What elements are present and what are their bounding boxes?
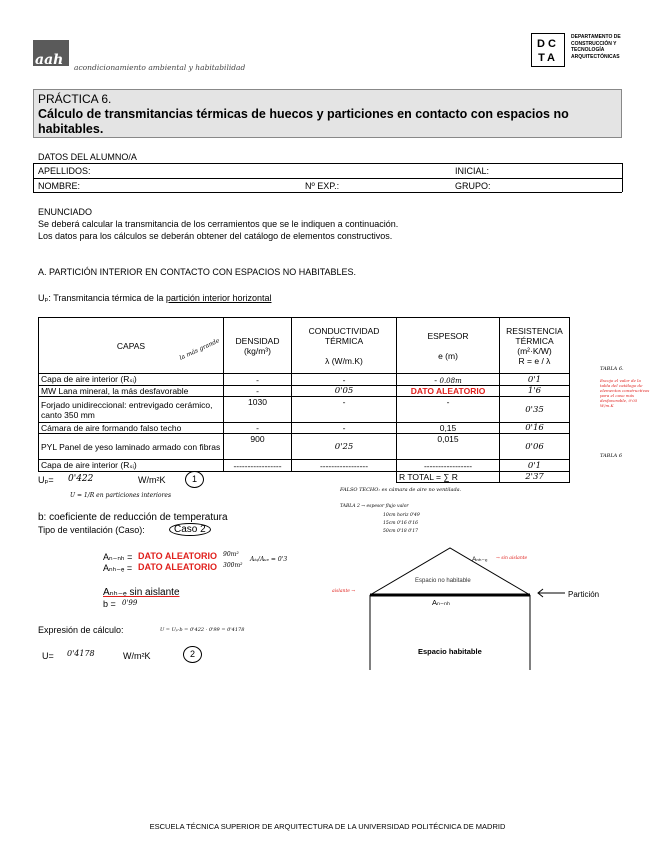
- table-row: [39, 374, 570, 386]
- header-conductividad: CONDUCTIVIDAD TÉRMICA λ (W/m.K): [292, 318, 397, 374]
- annotation-tabla-6: TABLA 6.: [600, 366, 624, 372]
- expresion-label: Expresión de cálculo:: [38, 625, 124, 635]
- up-result-value: 0'422: [68, 474, 94, 484]
- row-conductividad: -: [292, 397, 397, 423]
- falso-techo-note: FALSO TECHO: es cámara de aire no ventilada.: [340, 487, 462, 493]
- tabla-2-header: TABLA 2 → espesor flujo valor: [340, 504, 409, 509]
- row-capa: Forjado unidireccional: entrevigado cerámico, canto 350 mm: [39, 397, 224, 423]
- row-espesor: -: [397, 397, 500, 423]
- result-circle-1: 1: [185, 471, 204, 488]
- up-result-unit: W/m²K: [138, 475, 166, 485]
- anhe-label: Aₙₕ₋ₑ: [472, 556, 488, 563]
- anhe-note: → sin aislante: [496, 556, 528, 561]
- u-result-value: 0'4178: [67, 649, 95, 658]
- logo-subtitle: acondicionamiento ambiental y habitabilidad: [74, 63, 246, 72]
- annotation-catalogo: Escojo el valor de la tabla del catálogo de elementos constructivos para el caso más desfavorable, 0'05 W/m.K: [600, 378, 650, 408]
- result-circle-2: 2: [183, 646, 202, 663]
- row-densidad: -: [224, 423, 292, 434]
- row-conductividad: 0'05: [292, 386, 397, 397]
- header-resistencia: RESISTENCIA TÉRMICA (m²·K/W) R = e / λ: [500, 318, 570, 374]
- table-row: [39, 423, 570, 434]
- row-espesor: -----------------: [397, 460, 500, 472]
- row-capa: Capa de aire interior (Rₛᵢ): [39, 374, 224, 386]
- row-resistencia: 0'06: [500, 434, 570, 460]
- caso-value: Caso 2: [169, 523, 211, 536]
- b-coefficient-heading: b: coeficiente de reducción de temperatura: [38, 512, 228, 523]
- grupo-label: GRUPO:: [455, 181, 491, 191]
- divider: [33, 192, 622, 193]
- aiu-label: Aₙ₋ₙₕ =: [103, 552, 133, 562]
- dcta-logo: DC TA: [531, 33, 565, 67]
- nombre-label: NOMBRE:: [38, 181, 81, 191]
- up-note: U = 1/R en particiones interiores: [70, 492, 172, 499]
- row-espesor: - 0.08m: [397, 374, 500, 386]
- aiu-value: DATO ALEATORIO: [138, 551, 218, 561]
- row-capa: PYL Panel de yeso laminado armado con fibras: [39, 434, 224, 460]
- row-espesor: 0,015: [397, 434, 500, 460]
- espacio-habitable: Espacio habitable: [418, 647, 482, 656]
- row-conductividad: -----------------: [292, 460, 397, 472]
- particion-label: Partición: [568, 590, 600, 599]
- row-conductividad: -: [292, 423, 397, 434]
- row-capa: Capa de aire interior (Rₛᵢ): [39, 460, 224, 472]
- row-conductividad: 0'25: [292, 434, 397, 460]
- row-capa: MW Lana mineral, la más desfavorable: [39, 386, 224, 397]
- enunciado-line-2: Los datos para los cálculos se deberán obtener del catálogo de elementos constructivos.: [38, 231, 393, 241]
- practice-number: PRÁCTICA 6.: [38, 92, 112, 106]
- table-row: [39, 397, 570, 423]
- nexp-label: Nº EXP.:: [305, 181, 340, 191]
- u-result-unit: W/m²K: [123, 651, 151, 661]
- expresion-note: U = Uₚ·b = 0'422 · 0'99 = 0'4178: [160, 627, 245, 633]
- aiu-note: 90m²: [223, 551, 239, 558]
- row-capa: Cámara de aire formando falso techo: [39, 423, 224, 434]
- up-definition: [38, 293, 271, 304]
- espacio-no-habitable: Espacio no habitable: [415, 578, 471, 584]
- apellidos-label: APELLIDOS:: [38, 166, 91, 176]
- layers-table: [38, 317, 570, 483]
- ventilacion-label: Tipo de ventilación (Caso):: [38, 525, 145, 535]
- up-label-link: partición interior horizontal: [165, 293, 272, 303]
- b-label: b =: [103, 599, 116, 609]
- logo-text: aah: [35, 52, 64, 68]
- student-section-title: DATOS DEL ALUMNO/A: [38, 152, 137, 162]
- inicial-label: INICIAL:: [455, 166, 490, 176]
- aue-note: 300m²: [223, 562, 243, 569]
- annotation-tabla-6b: TABLA 6: [600, 453, 623, 459]
- row-densidad: 1030: [224, 397, 292, 423]
- row-resistencia: 0'16: [500, 423, 570, 434]
- total-label: R TOTAL = ∑ R: [397, 472, 500, 483]
- row-espesor: 0,15: [397, 423, 500, 434]
- row-densidad: -: [224, 374, 292, 386]
- sin-aislante: Aₙₕ₋ₑ sin aislante: [103, 587, 180, 598]
- header-capas: CAPAS: [39, 318, 224, 374]
- tabla-2-row: 15cm 0'16 0'16: [383, 521, 419, 526]
- aislante-note: aislante →: [332, 589, 356, 594]
- practice-title: Cálculo de transmitancias térmicas de huecos y particiones en contacto con espacios no habitables.: [38, 107, 569, 136]
- row-resistencia: 1'6: [500, 386, 570, 397]
- up-label: Uₚ: Transmitancia térmica de la: [38, 293, 164, 303]
- row-conductividad: -: [292, 374, 397, 386]
- department-name: DEPARTAMENTO DE CONSTRUCCIÓN Y TECNOLOGÍA ARQUITECTÓNICAS: [571, 34, 621, 60]
- row-resistencia: 0'1: [500, 460, 570, 472]
- aue-label: Aₙₕ₋ₑ =: [103, 563, 133, 573]
- row-densidad: -: [224, 386, 292, 397]
- header-densidad: DENSIDAD (kg/m³): [224, 318, 292, 374]
- row-densidad: 900: [224, 434, 292, 460]
- divider: [33, 163, 34, 192]
- table-header-row: [39, 318, 570, 374]
- row-densidad: -----------------: [224, 460, 292, 472]
- total-row: [39, 472, 570, 483]
- enunciado-heading: ENUNCIADO: [38, 207, 93, 217]
- table-row: [39, 460, 570, 472]
- footer: ESCUELA TÉCNICA SUPERIOR DE ARQUITECTURA DE LA UNIVERSIDAD POLITÉCNICA DE MADRID: [149, 822, 506, 831]
- enunciado-line-1: Se deberá calcular la transmitancia de los cerramientos que se le indiquen a continuación.: [38, 219, 399, 229]
- header-espesor: ESPESOR e (m): [397, 318, 500, 374]
- row-resistencia: 0'35: [500, 397, 570, 423]
- row-resistencia: 0'1: [500, 374, 570, 386]
- table-row: [39, 434, 570, 460]
- up-result-label: Uₚ=: [38, 475, 54, 485]
- divider: [622, 163, 623, 192]
- section-a-heading: A. PARTICIÓN INTERIOR EN CONTACTO CON ESPACIOS NO HABITABLES.: [38, 267, 357, 277]
- tabla-2-row: 50cm 0'18 0'17: [383, 529, 419, 534]
- divider: [33, 163, 622, 164]
- ratio-note: Aᵢᵤ/Aᵤₑ = 0'3: [250, 556, 288, 563]
- u-result-label: U=: [42, 651, 54, 661]
- total-value: 2'37: [500, 472, 570, 483]
- b-value: 0'99: [122, 599, 138, 607]
- aue-value: DATO ALEATORIO: [138, 562, 218, 572]
- ainh-label: Aₙ₋ₙₕ: [432, 598, 450, 607]
- divider: [33, 178, 622, 179]
- table-row: [39, 386, 570, 397]
- row-espesor: DATO ALEATORIO: [397, 386, 500, 397]
- tabla-2-row: 10cm horiz 0'49: [383, 513, 420, 518]
- annotation-mas-grande: la más grande: [178, 337, 221, 362]
